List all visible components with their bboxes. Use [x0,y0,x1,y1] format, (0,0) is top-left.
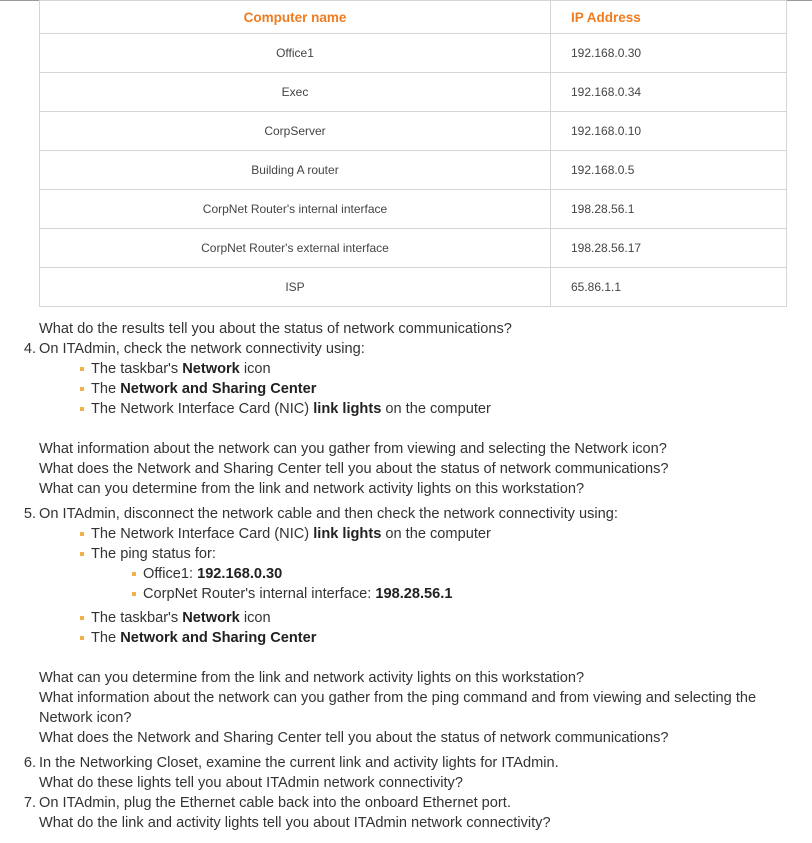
lab-instructions [0,319,812,833]
bullet-item: The Network and Sharing Center [91,628,812,648]
sub-bullet-item: CorpNet Router's internal interface: 198.28.56.1 [143,584,812,604]
bullet-item: The taskbar's Network icon [91,359,812,379]
ip-address-cell: 65.86.1.1 [551,268,787,307]
bullet-item: The taskbar's Network icon [91,608,812,628]
bold-term: link lights [313,401,382,417]
computer-name-cell: Building A router [40,151,551,190]
question: What does the Network and Sharing Center tell you about the status of network communications? [39,461,669,477]
ip-address-cell: 192.168.0.34 [551,73,787,112]
table-row [40,229,787,268]
question: What can you determine from the link and network activity lights on this workstation? [39,481,585,497]
step-number: 6. [23,755,36,771]
step-number: 4. [23,341,36,357]
step-4-bullets [39,359,812,419]
bold-term: link lights [313,526,382,542]
bold-term: Network and Sharing Center [120,630,317,646]
table-row [40,151,787,190]
question: What do these lights tell you about ITAdmin network connectivity? [39,775,463,791]
table-row [40,190,787,229]
question: What can you determine from the link and network activity lights on this workstation? [39,670,585,686]
computer-name-cell: Office1 [40,34,551,73]
header-computer-name: Computer name [40,1,551,34]
sub-bullet-item: Office1: 192.168.0.30 [143,564,812,584]
ip-address-cell: 192.168.0.5 [551,151,787,190]
ip-address-cell: 192.168.0.10 [551,112,787,151]
question: What does the Network and Sharing Center tell you about the status of network communications? [39,730,669,746]
question: What information about the network can you gather from the ping command and from viewing and selecting the Network icon? [39,690,757,726]
ping-sub-bullets [91,564,812,604]
header-ip-address: IP Address [551,1,787,34]
table-row [40,268,787,307]
bold-ip: 198.28.56.1 [375,586,453,602]
step-text: In the Networking Closet, examine the current link and activity lights for ITAdmin. [39,755,559,771]
bullet-item: The Network and Sharing Center [91,379,812,399]
ip-address-cell: 192.168.0.30 [551,34,787,73]
step-5 [23,504,812,748]
step-text: On ITAdmin, plug the Ethernet cable back into the onboard Ethernet port. [39,795,511,811]
table-row [40,34,787,73]
step-5-bullets [39,524,812,648]
bold-term: Network [182,610,240,626]
computer-name-cell: CorpNet Router's internal interface [40,190,551,229]
bullet-item: The ping status for: Office1: 192.168.0.30 CorpNet Router's internal interface: 198.28.56.1 [91,544,812,604]
table-row [40,112,787,151]
computer-name-cell: ISP [40,268,551,307]
step-number: 7. [23,795,36,811]
question: What information about the network can you gather from viewing and selecting the Network icon? [39,441,667,457]
step-4 [23,339,812,499]
bold-term: Network and Sharing Center [120,381,317,397]
step-7 [23,793,812,833]
bullet-item: The Network Interface Card (NIC) link lights on the computer [91,524,812,544]
step-6 [23,753,812,793]
ip-address-cell: 198.28.56.17 [551,229,787,268]
bullet-item: The Network Interface Card (NIC) link lights on the computer [91,399,812,419]
ip-address-table [39,0,787,307]
table-header-row [40,1,787,34]
ip-address-cell: 198.28.56.1 [551,190,787,229]
step-number: 5. [23,506,36,522]
step-text: On ITAdmin, disconnect the network cable and then check the network connectivity using: [39,506,618,522]
steps-list [0,339,812,833]
table-row [40,73,787,112]
step-text: On ITAdmin, check the network connectivity using: [39,341,365,357]
question: What do the link and activity lights tell you about ITAdmin network connectivity? [39,815,551,831]
bold-ip: 192.168.0.30 [197,566,283,582]
computer-name-cell: CorpNet Router's external interface [40,229,551,268]
computer-name-cell: CorpServer [40,112,551,151]
computer-name-cell: Exec [40,73,551,112]
bold-term: Network [182,361,240,377]
results-question: What do the results tell you about the status of network communications? [39,321,512,337]
